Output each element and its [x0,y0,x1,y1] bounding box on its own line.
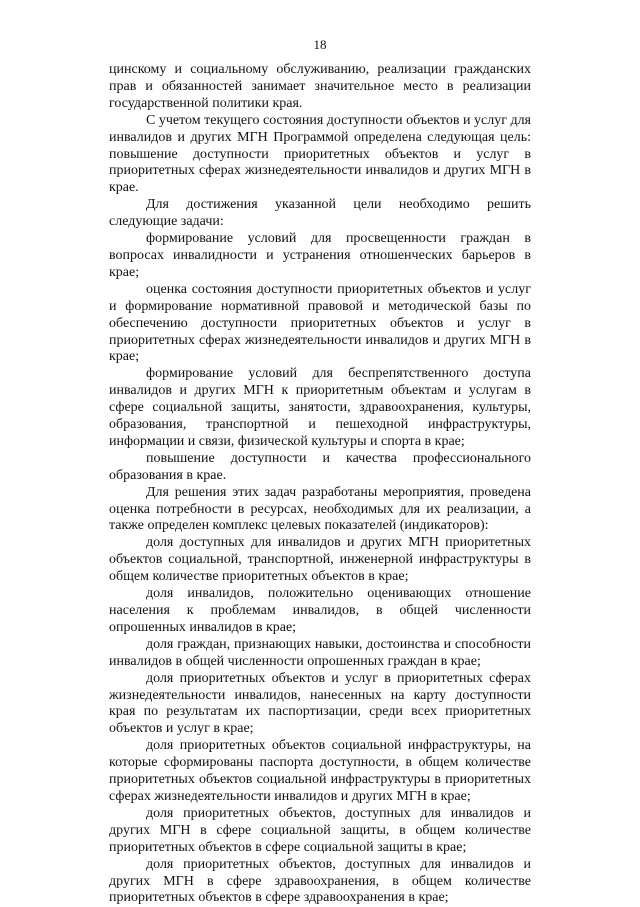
paragraph-indicators-intro: Для решения этих задач разработаны мероприятия, проведена оценка потребности в ресурсах, необходимых для их реализации, а также определен комплекс целевых показателей (индикаторов): [109,484,531,534]
paragraph-tasks-intro: Для достижения указанной цели необходимо решить следующие задачи: [109,197,531,230]
list-item-indicator: доля граждан, признающих навыки, достоинства и способности инвалидов в общей численности опрошенных граждан в крае; [109,636,531,669]
list-item-task: формирование условий для просвещенности граждан в вопросах инвалидности и устранения отношенческих барьеров в крае; [109,231,531,280]
paragraph-intro-continuation: цинскому и социальному обслуживанию, реализации гражданских прав и обязанностей занимает значительное место в реализации государственной политики края. [109,62,531,111]
list-item-indicator: доля приоритетных объектов, доступных для инвалидов и других МГН в сфере здравоохранения, в общем количестве приоритетных объектов в сфере здравоохранения в крае; [109,856,531,906]
paragraph-program-goal: С учетом текущего состояния доступности объектов и услуг для инвалидов и других МГН Программой определена следующая цель: повышение доступности приоритетных объектов и услуг в приоритетных сферах жизнедеятельности инвалидов и других МГН в крае. [109,112,531,196]
list-item-indicator: доля доступных для инвалидов и других МГН приоритетных объектов социальной, транспортной, инженерной инфраструктуры в общем количестве приоритетных объектов в крае; [109,535,531,585]
list-item-task: повышение доступности и качества профессионального образования в крае. [109,450,531,483]
list-item-task: формирование условий для беспрепятственного доступа инвалидов и других МГН к приоритетным объектам и услугам в сфере социальной защиты, занятости, здравоохранения, культуры, образования, транспортной и пешеходной инфраструктуры, информации и связи, физической культуры и спорта в крае; [109,366,531,449]
list-item-indicator: доля приоритетных объектов социальной инфраструктуры, на которые сформированы паспорта доступности, в общем количестве приоритетных объектов социальной инфраструктуры в приоритетных сферах жизнедеятельности инвалидов и других МГН в крае; [109,738,531,804]
page-number: 18 [313,37,327,52]
list-item-indicator: доля приоритетных объектов и услуг в приоритетных сферах жизнедеятельности инвалидов, нанесенных на карту доступности края по результатам их паспортизации, среди всех приоритетных объектов и услуг в крае; [109,670,531,737]
document-body [109,62,531,907]
list-item-indicator: доля приоритетных объектов, доступных для инвалидов и других МГН в сфере социальной защиты, в общем количестве приоритетных объектов в сфере социальной защиты в крае; [109,805,531,855]
list-item-task: оценка состояния доступности приоритетных объектов и услуг и формирование нормативной правовой и методической базы по обеспечению доступности приоритетных объектов и услуг в приоритетных сферах жизнедеятельности инвалидов и других МГН в крае; [109,281,531,365]
list-item-indicator: доля инвалидов, положительно оценивающих отношение населения к проблемам инвалидов, в общей численности опрошенных инвалидов в крае; [109,586,531,635]
